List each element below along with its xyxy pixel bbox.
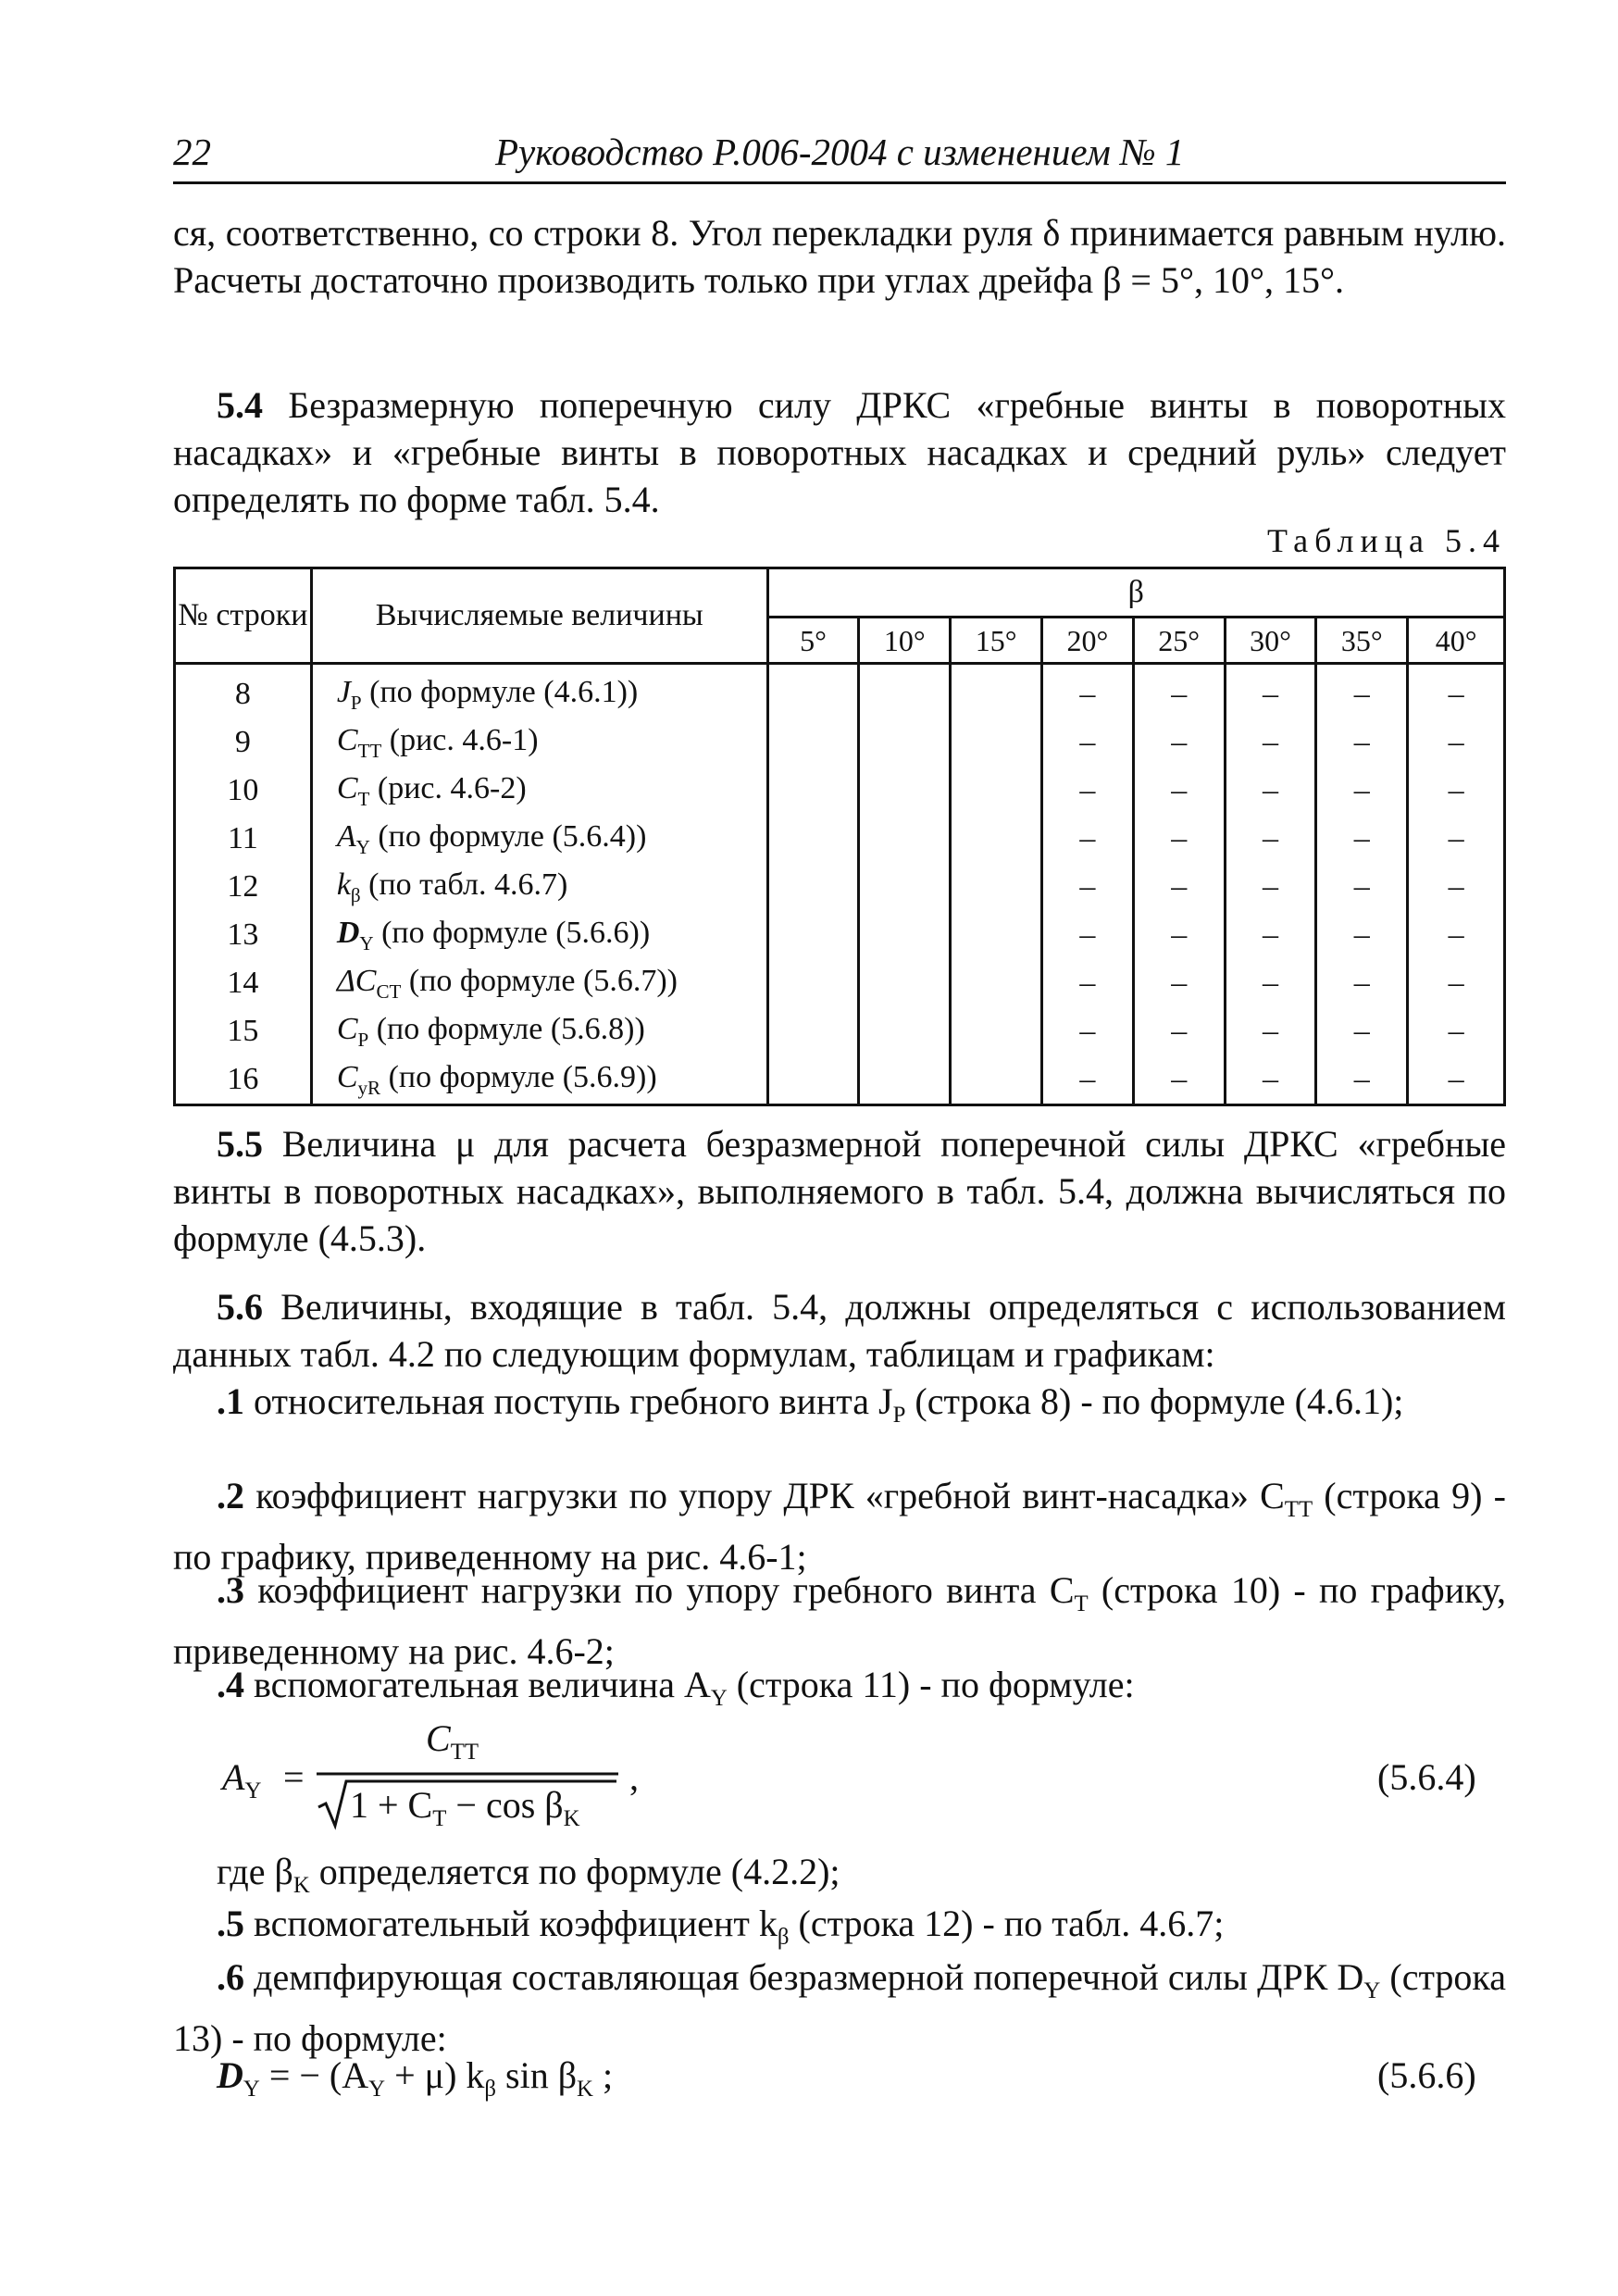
value-cell bbox=[859, 959, 951, 1007]
row-number: 8 bbox=[175, 664, 312, 719]
row-number: 14 bbox=[175, 959, 312, 1007]
value-cell bbox=[951, 863, 1042, 911]
value-cell: – bbox=[1042, 718, 1134, 767]
value-cell: – bbox=[1133, 863, 1225, 911]
value-cell: – bbox=[1133, 1007, 1225, 1055]
table-row bbox=[175, 767, 1505, 815]
item-number: .2 bbox=[217, 1475, 244, 1516]
item-number: .1 bbox=[217, 1380, 244, 1422]
quantity-symbol: C bbox=[336, 722, 358, 757]
item-number: .5 bbox=[217, 1903, 244, 1944]
row-quantity bbox=[311, 911, 767, 959]
row-quantity bbox=[311, 718, 767, 767]
value-cell: – bbox=[1316, 767, 1408, 815]
value-cell bbox=[951, 815, 1042, 863]
quantity-symbol: k bbox=[336, 867, 351, 902]
value-cell bbox=[767, 863, 859, 911]
row-number: 9 bbox=[175, 718, 312, 767]
quantity-description: (рис. 4.6-2) bbox=[369, 770, 527, 805]
value-cell: – bbox=[1316, 815, 1408, 863]
value-cell bbox=[767, 911, 859, 959]
table-body bbox=[175, 664, 1505, 1105]
item-text: (строка 9) - по графику, приведенному на рис. 4.6-1; bbox=[173, 1475, 1507, 1578]
row-quantity bbox=[311, 959, 767, 1007]
value-cell bbox=[767, 815, 859, 863]
item-text: коэффициент нагрузки по упору ДРК «гребной винт-насадка» C bbox=[244, 1475, 1285, 1516]
value-cell bbox=[951, 718, 1042, 767]
value-cell: – bbox=[1225, 1007, 1316, 1055]
item-2 bbox=[173, 1472, 1506, 1580]
col-header-angle: 20° bbox=[1042, 618, 1134, 664]
col-header-quantities: Вычисляемые величины bbox=[311, 568, 767, 664]
value-cell bbox=[859, 863, 951, 911]
value-cell: – bbox=[1316, 959, 1408, 1007]
value-cell: – bbox=[1225, 815, 1316, 863]
running-title: Руководство Р.006-2004 с изменением № 1 bbox=[495, 131, 1185, 173]
quantity-description: (по формуле (5.6.7)) bbox=[401, 963, 678, 998]
row-number: 12 bbox=[175, 863, 312, 911]
formula-lhs: $A_Y$ bbox=[222, 1756, 262, 1803]
value-cell: – bbox=[1316, 863, 1408, 911]
quantity-subscript: T bbox=[357, 787, 370, 810]
quantity-subscript: P bbox=[350, 691, 362, 714]
quantity-subscript: yR bbox=[357, 1076, 381, 1099]
table-row bbox=[175, 863, 1505, 911]
value-cell: – bbox=[1133, 911, 1225, 959]
value-cell bbox=[859, 1007, 951, 1055]
item-text: (строка 8) - по формуле (4.6.1); bbox=[905, 1380, 1404, 1422]
value-cell: – bbox=[1316, 1007, 1408, 1055]
item-text: относительная поступь гребного винта J bbox=[244, 1380, 893, 1422]
quantity-symbol: C bbox=[336, 1011, 358, 1046]
paragraph-5-4 bbox=[173, 381, 1506, 523]
item-1 bbox=[173, 1378, 1506, 1439]
quantity-description: (по формуле (5.6.4)) bbox=[369, 818, 647, 854]
value-cell: – bbox=[1316, 911, 1408, 959]
section-number: 5.4 bbox=[217, 384, 263, 426]
formula-numerator: $C_{TT}$ bbox=[426, 1717, 479, 1765]
value-cell: – bbox=[1408, 664, 1505, 719]
paragraph-5-6 bbox=[173, 1283, 1506, 1378]
formula-comma: , bbox=[629, 1756, 639, 1798]
quantity-symbol: C bbox=[336, 1059, 358, 1094]
value-cell bbox=[767, 1055, 859, 1105]
item-number: .3 bbox=[217, 1569, 244, 1611]
item-text: (строка 13) - по формуле: bbox=[173, 1956, 1506, 2059]
value-cell bbox=[951, 767, 1042, 815]
quantity-description: (рис. 4.6-1) bbox=[381, 722, 539, 757]
page-header bbox=[173, 130, 1506, 184]
value-cell bbox=[859, 767, 951, 815]
value-cell bbox=[767, 1007, 859, 1055]
value-cell bbox=[859, 911, 951, 959]
value-cell bbox=[767, 767, 859, 815]
item-text: (строка 11) - по формуле: bbox=[727, 1664, 1135, 1705]
quantity-subscript: β bbox=[350, 883, 361, 906]
value-cell: – bbox=[1225, 664, 1316, 719]
paragraph-continuation: ся, соответственно, со строки 8. Угол перекладки руля δ принимается равным нулю. Расчеты достаточно производить только при углах дрейфа β = 5°, 10°, 15°. bbox=[173, 212, 1506, 301]
value-cell: – bbox=[1408, 911, 1505, 959]
value-cell: – bbox=[1042, 1007, 1134, 1055]
paragraph-text: Безразмерную поперечную силу ДРКС «гребные винты в поворотных насадках» и «гребные винты в поворотных насадках и средний руль» следует определять по форме табл. 5.4. bbox=[173, 384, 1506, 520]
value-cell: – bbox=[1408, 767, 1505, 815]
value-cell: – bbox=[1042, 815, 1134, 863]
subscript: Y bbox=[1363, 1978, 1381, 2003]
quantity-symbol: D bbox=[336, 915, 360, 950]
row-quantity bbox=[311, 1007, 767, 1055]
quantity-subscript: Y bbox=[359, 931, 374, 955]
quantity-symbol: ΔC bbox=[336, 963, 377, 998]
value-cell: – bbox=[1042, 959, 1134, 1007]
item-number: .6 bbox=[217, 1956, 244, 1998]
col-header-angle: 40° bbox=[1408, 618, 1505, 664]
value-cell: – bbox=[1408, 1007, 1505, 1055]
subscript: TT bbox=[1284, 1497, 1313, 1522]
table-row bbox=[175, 664, 1505, 719]
equation-number: (5.6.6) bbox=[1377, 2054, 1476, 2096]
item-5 bbox=[173, 1900, 1506, 1961]
value-cell: – bbox=[1042, 863, 1134, 911]
value-cell: – bbox=[1408, 959, 1505, 1007]
value-cell: – bbox=[1225, 959, 1316, 1007]
subscript: P bbox=[892, 1403, 906, 1428]
item-6 bbox=[173, 1953, 1506, 2062]
table-row bbox=[175, 718, 1505, 767]
quantity-symbol: J bbox=[336, 674, 351, 709]
where-text: где β bbox=[217, 1851, 293, 1892]
col-header-angle: 30° bbox=[1225, 618, 1316, 664]
value-cell bbox=[859, 1055, 951, 1105]
table-row bbox=[175, 959, 1505, 1007]
row-quantity bbox=[311, 1055, 767, 1105]
value-cell: – bbox=[1408, 718, 1505, 767]
quantity-subscript: CT bbox=[376, 980, 402, 1003]
row-number: 13 bbox=[175, 911, 312, 959]
value-cell: – bbox=[1133, 815, 1225, 863]
table-5-4 bbox=[173, 567, 1506, 1106]
value-cell: – bbox=[1316, 1055, 1408, 1105]
quantity-description: (по формуле (5.6.6)) bbox=[373, 915, 651, 950]
table-caption: Таблица 5.4 bbox=[1267, 522, 1506, 559]
value-cell bbox=[859, 718, 951, 767]
value-cell bbox=[859, 815, 951, 863]
value-cell: – bbox=[1316, 718, 1408, 767]
col-header-angle: 35° bbox=[1316, 618, 1408, 664]
value-cell: – bbox=[1225, 863, 1316, 911]
quantity-description: (по табл. 4.6.7) bbox=[360, 867, 568, 902]
value-cell: – bbox=[1316, 664, 1408, 719]
value-cell: – bbox=[1225, 767, 1316, 815]
section-number: 5.6 bbox=[217, 1286, 263, 1328]
col-header-angle: 15° bbox=[951, 618, 1042, 664]
quantity-symbol: A bbox=[336, 818, 356, 854]
value-cell: – bbox=[1225, 718, 1316, 767]
quantity-description: (по формуле (4.6.1)) bbox=[361, 674, 639, 709]
quantity-description: (по формуле (5.6.8)) bbox=[368, 1011, 645, 1046]
value-cell bbox=[767, 718, 859, 767]
row-quantity bbox=[311, 863, 767, 911]
formula-5-6-4 bbox=[222, 1717, 703, 1833]
row-quantity bbox=[311, 664, 767, 719]
value-cell: – bbox=[1042, 767, 1134, 815]
value-cell bbox=[859, 664, 951, 719]
value-cell bbox=[951, 1055, 1042, 1105]
value-cell bbox=[951, 664, 1042, 719]
value-cell: – bbox=[1042, 1055, 1134, 1105]
value-cell: – bbox=[1408, 815, 1505, 863]
item-text: (строка 10) - по графику, приведенному на рис. 4.6-2; bbox=[173, 1569, 1506, 1672]
item-number: .4 bbox=[217, 1664, 244, 1705]
subscript: K bbox=[292, 1873, 310, 1898]
value-cell: – bbox=[1133, 767, 1225, 815]
quantity-subscript: Y bbox=[355, 835, 370, 858]
subscript: T bbox=[1074, 1591, 1089, 1616]
table-row bbox=[175, 1007, 1505, 1055]
quantity-description: (по формуле (5.6.9)) bbox=[380, 1059, 657, 1094]
item-text: вспомогательная величина A bbox=[244, 1664, 711, 1705]
page-number: 22 bbox=[173, 131, 211, 173]
value-cell: – bbox=[1133, 664, 1225, 719]
value-cell bbox=[951, 959, 1042, 1007]
item-4 bbox=[173, 1661, 1506, 1722]
col-header-angle: 10° bbox=[859, 618, 951, 664]
value-cell bbox=[767, 959, 859, 1007]
paragraph-text: Величина μ для расчета безразмерной поперечной силы ДРКС «гребные винты в поворотных насадках», выполняемого в табл. 5.4, должна вычисляться по формуле (4.5.3). bbox=[173, 1123, 1506, 1259]
value-cell: – bbox=[1408, 1055, 1505, 1105]
quantity-subscript: P bbox=[357, 1028, 369, 1051]
row-number: 10 bbox=[175, 767, 312, 815]
col-header-angle: 5° bbox=[767, 618, 859, 664]
row-quantity bbox=[311, 815, 767, 863]
item-text: демпфирующая составляющая безразмерной поперечной силы ДРК D bbox=[244, 1956, 1364, 1998]
table-row bbox=[175, 1055, 1505, 1105]
value-cell bbox=[767, 664, 859, 719]
item-text: коэффициент нагрузки по упору гребного винта C bbox=[244, 1569, 1075, 1611]
value-cell: – bbox=[1408, 863, 1505, 911]
value-cell: – bbox=[1133, 718, 1225, 767]
value-cell: – bbox=[1042, 664, 1134, 719]
section-number: 5.5 bbox=[217, 1123, 263, 1165]
col-header-row-number: № строки bbox=[175, 568, 312, 664]
value-cell: – bbox=[1133, 959, 1225, 1007]
item-text: вспомогательный коэффициент k bbox=[244, 1903, 778, 1944]
equation-number: (5.6.4) bbox=[1377, 1756, 1476, 1798]
item-text: (строка 12) - по табл. 4.6.7; bbox=[789, 1903, 1225, 1944]
paragraph-5-5 bbox=[173, 1120, 1506, 1262]
value-cell: – bbox=[1133, 1055, 1225, 1105]
value-cell: – bbox=[1225, 911, 1316, 959]
paragraph-text: Величины, входящие в табл. 5.4, должны определяться с использованием данных табл. 4.2 по следующим формулам, таблицам и графикам: bbox=[173, 1286, 1506, 1375]
value-cell: – bbox=[1042, 911, 1134, 959]
value-cell bbox=[951, 1007, 1042, 1055]
row-number: 15 bbox=[175, 1007, 312, 1055]
subscript: Y bbox=[710, 1686, 728, 1711]
where-text: определяется по формуле (4.2.2); bbox=[309, 1851, 840, 1892]
formula-denominator: $1 + C_T - \cos \beta_K$ bbox=[350, 1784, 580, 1831]
quantity-subscript: TT bbox=[357, 739, 382, 762]
formula-5-6-6: $D_Y$ = − $(A_Y + \mu)$ $k_\beta$ $\sin \beta_K$ ; bbox=[217, 2054, 614, 2102]
value-cell bbox=[951, 911, 1042, 959]
item-3 bbox=[173, 1566, 1506, 1675]
subscript: β bbox=[777, 1925, 790, 1950]
col-header-beta: β bbox=[767, 568, 1504, 618]
row-number: 11 bbox=[175, 815, 312, 863]
col-header-angle: 25° bbox=[1133, 618, 1225, 664]
table-row bbox=[175, 815, 1505, 863]
formula-equals: = bbox=[283, 1756, 305, 1798]
value-cell: – bbox=[1225, 1055, 1316, 1105]
table-row bbox=[175, 911, 1505, 959]
quantity-symbol: C bbox=[336, 770, 358, 805]
row-number: 16 bbox=[175, 1055, 312, 1105]
row-quantity bbox=[311, 767, 767, 815]
